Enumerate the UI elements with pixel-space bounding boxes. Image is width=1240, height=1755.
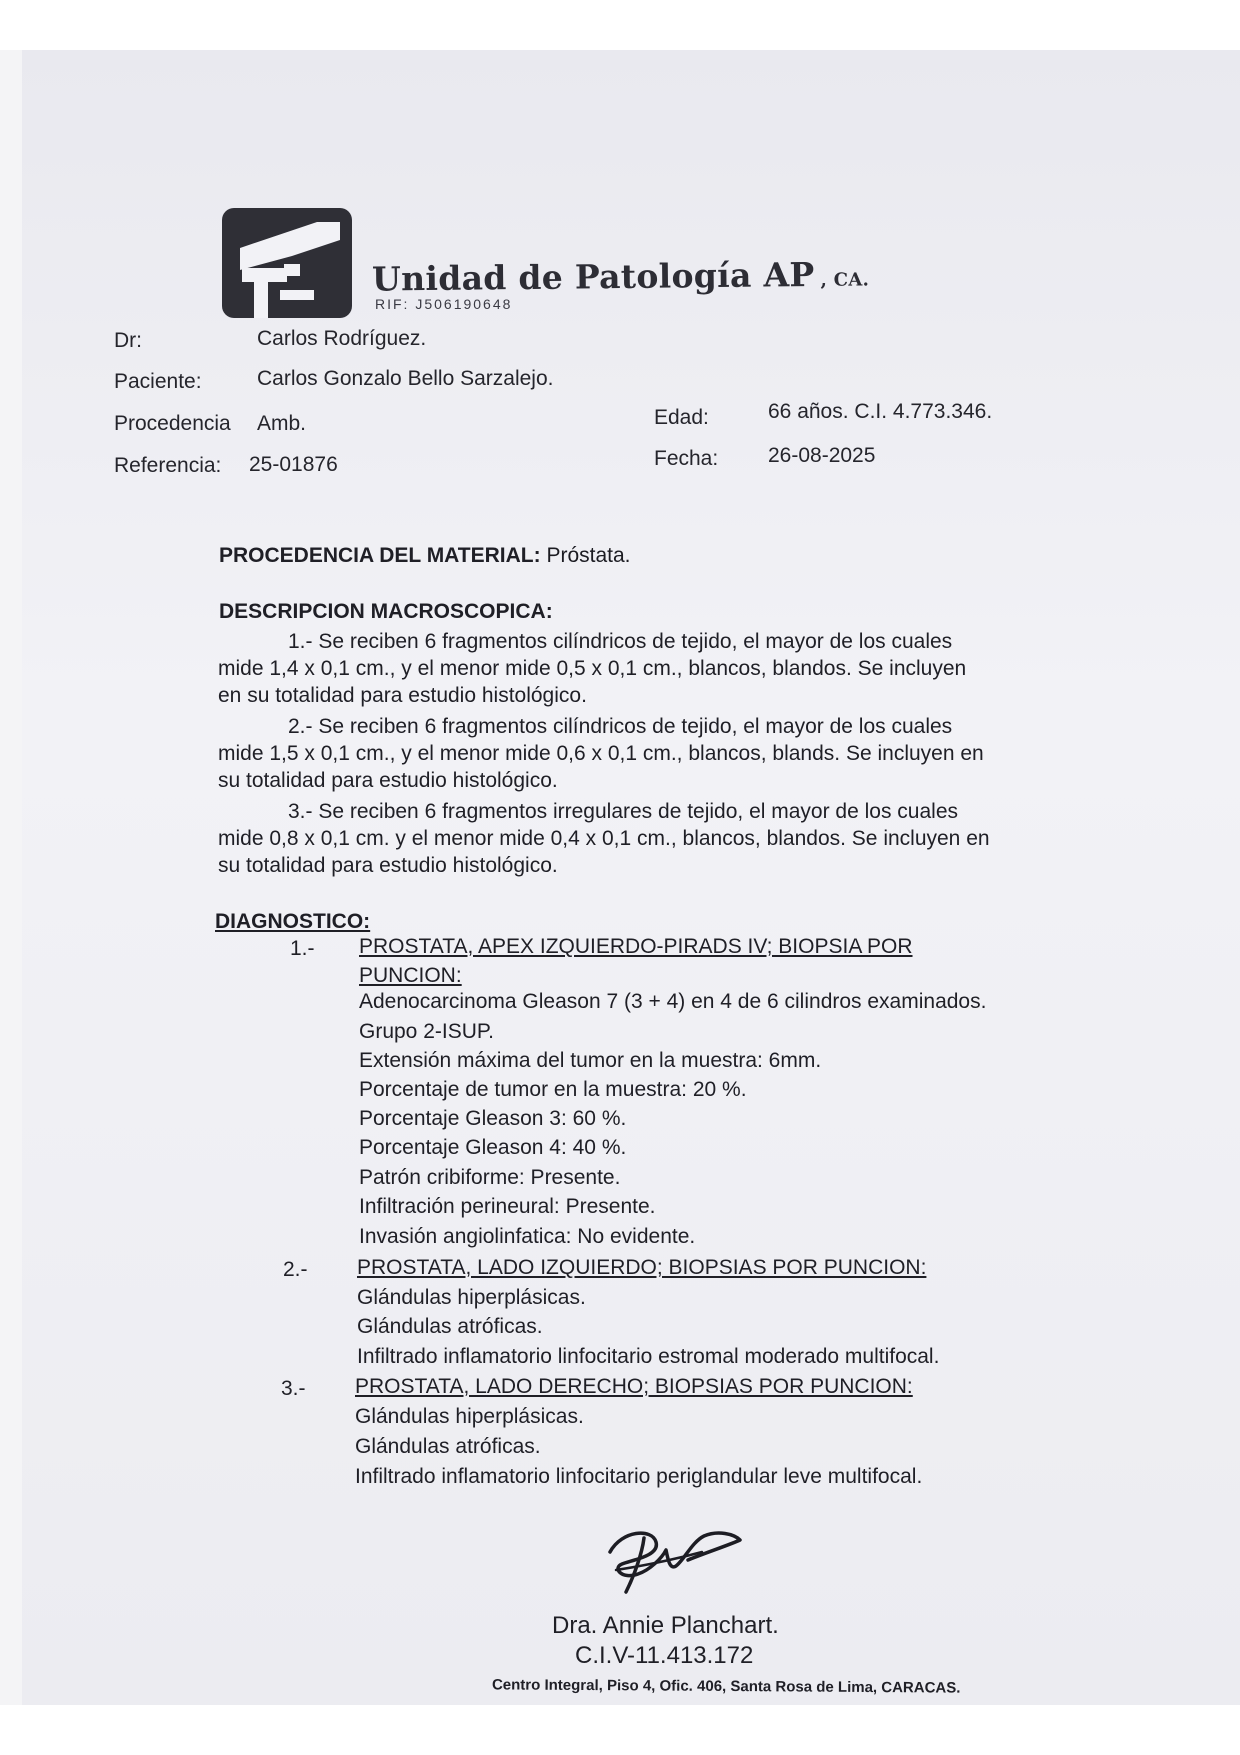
doctor-name: Carlos Rodríguez. xyxy=(257,327,427,350)
macro-item-2 xyxy=(218,713,1123,794)
photo-bottom-background xyxy=(0,1705,1240,1755)
diagnosis-item-3-number: 3.- xyxy=(281,1377,306,1400)
reference-label: Referencia: xyxy=(114,454,222,477)
macro-item-3-line-2: mide 0,8 x 0,1 cm. y el menor mide 0,4 x 0,1 cm., blancos, blandos. Se incluyen en xyxy=(218,827,990,850)
origin-label: Procedencia xyxy=(114,412,231,435)
diagnosis-item-2-number: 2.- xyxy=(283,1258,308,1281)
diagnosis-item-1-line-4: Porcentaje de tumor en la muestra: 20 %. xyxy=(359,1078,747,1101)
origin-value: Amb. xyxy=(257,412,307,435)
macro-title: DESCRIPCION MACROSCOPICA: xyxy=(219,600,553,623)
diagnosis-item-1-line-1: Adenocarcinoma Gleason 7 (3 + 4) en 4 de 6 cilindros examinados. xyxy=(359,990,987,1013)
diagnosis-item-1-line-5: Porcentaje Gleason 3: 60 %. xyxy=(359,1107,627,1130)
signer-name: Dra. Annie Planchart. xyxy=(552,1612,779,1639)
diagnosis-item-2-heading: PROSTATA, LADO IZQUIERDO; BIOPSIAS POR PUNCION: xyxy=(357,1256,927,1279)
diagnosis-item-1-line-8: Infiltración perineural: Presente. xyxy=(359,1195,656,1218)
diagnosis-item-3-line-2: Glándulas atróficas. xyxy=(355,1435,541,1458)
signature-icon xyxy=(592,1520,752,1600)
lab-name: Unidad de Patología AP , CA. xyxy=(371,254,870,299)
signer-id: C.I.V-11.413.172 xyxy=(575,1642,754,1669)
macro-item-3-line-3: su totalidad para estudio histológico. xyxy=(218,854,558,877)
patient-label: Paciente: xyxy=(114,370,202,393)
material-line xyxy=(219,544,631,568)
footer-address: Centro Integral, Piso 4, Ofic. 406, Santa Rosa de Lima, CARACAS. xyxy=(491,1676,961,1697)
macro-item-1-line-3: en su totalidad para estudio histológico. xyxy=(218,684,587,707)
date-value: 26-08-2025 xyxy=(768,444,876,467)
diagnosis-item-1-line-3: Extensión máxima del tumor en la muestra: 6mm. xyxy=(359,1049,822,1072)
lab-logo-icon xyxy=(222,208,352,318)
macro-item-1 xyxy=(218,628,1123,709)
macro-item-2-line-3: su totalidad para estudio histológico. xyxy=(218,769,558,792)
diagnosis-item-2-line-2: Glándulas atróficas. xyxy=(357,1315,543,1338)
diagnosis-item-1-heading-line-1: PROSTATA, APEX IZQUIERDO-PIRADS IV; BIOPSIA POR xyxy=(359,935,913,958)
patient-name: Carlos Gonzalo Bello Sarzalejo. xyxy=(257,367,554,390)
diagnosis-item-2-line-3: Infiltrado inflamatorio linfocitario estromal moderado multifocal. xyxy=(357,1345,940,1368)
macro-item-1-line-1: 1.- Se reciben 6 fragmentos cilíndricos de tejido, el mayor de los cuales xyxy=(288,630,953,653)
macro-item-3 xyxy=(218,798,1123,879)
reference-value: 25-01876 xyxy=(249,453,338,476)
date-label: Fecha: xyxy=(654,447,719,470)
lab-rif: RIF: J506190648 xyxy=(375,296,513,312)
macro-item-3-line-1: 3.- Se reciben 6 fragmentos irregulares de tejido, el mayor de los cuales xyxy=(288,800,959,823)
diagnosis-item-3-heading: PROSTATA, LADO DERECHO; BIOPSIAS POR PUNCION: xyxy=(355,1375,913,1398)
diagnosis-item-3-line-3: Infiltrado inflamatorio linfocitario periglandular leve multifocal. xyxy=(355,1465,923,1488)
diagnosis-item-1-line-9: Invasión angiolinfatica: No evidente. xyxy=(359,1225,696,1248)
diagnosis-item-1-heading-line-2: PUNCION: xyxy=(359,964,462,987)
age-value: 66 años. C.I. 4.773.346. xyxy=(768,400,993,423)
diagnosis-title: DIAGNOSTICO: xyxy=(215,910,371,933)
diagnosis-item-1-line-7: Patrón cribiforme: Presente. xyxy=(359,1166,621,1189)
diagnosis-item-2-line-1: Glándulas hiperplásicas. xyxy=(357,1286,586,1309)
material-label: PROCEDENCIA DEL MATERIAL: xyxy=(219,544,541,567)
material-value: Próstata. xyxy=(546,544,631,567)
diagnosis-item-3-line-1: Glándulas hiperplásicas. xyxy=(355,1405,584,1428)
diagnosis-item-1-line-2: Grupo 2-ISUP. xyxy=(359,1020,495,1043)
macro-item-1-line-2: mide 1,4 x 0,1 cm., y el menor mide 0,5 x 0,1 cm., blancos, blandos. Se incluyen xyxy=(218,657,967,680)
doctor-label: Dr: xyxy=(114,329,142,352)
macro-item-2-line-1: 2.- Se reciben 6 fragmentos cilíndricos de tejido, el mayor de los cuales xyxy=(288,715,953,738)
diagnosis-item-1-number: 1.- xyxy=(290,937,315,960)
diagnosis-item-1-line-6: Porcentaje Gleason 4: 40 %. xyxy=(359,1136,627,1159)
age-label: Edad: xyxy=(654,406,709,429)
macro-item-2-line-2: mide 1,5 x 0,1 cm., y el menor mide 0,6 x 0,1 cm., blancos, blands. Se incluyen en xyxy=(218,742,984,765)
photo-top-background xyxy=(0,0,1240,50)
